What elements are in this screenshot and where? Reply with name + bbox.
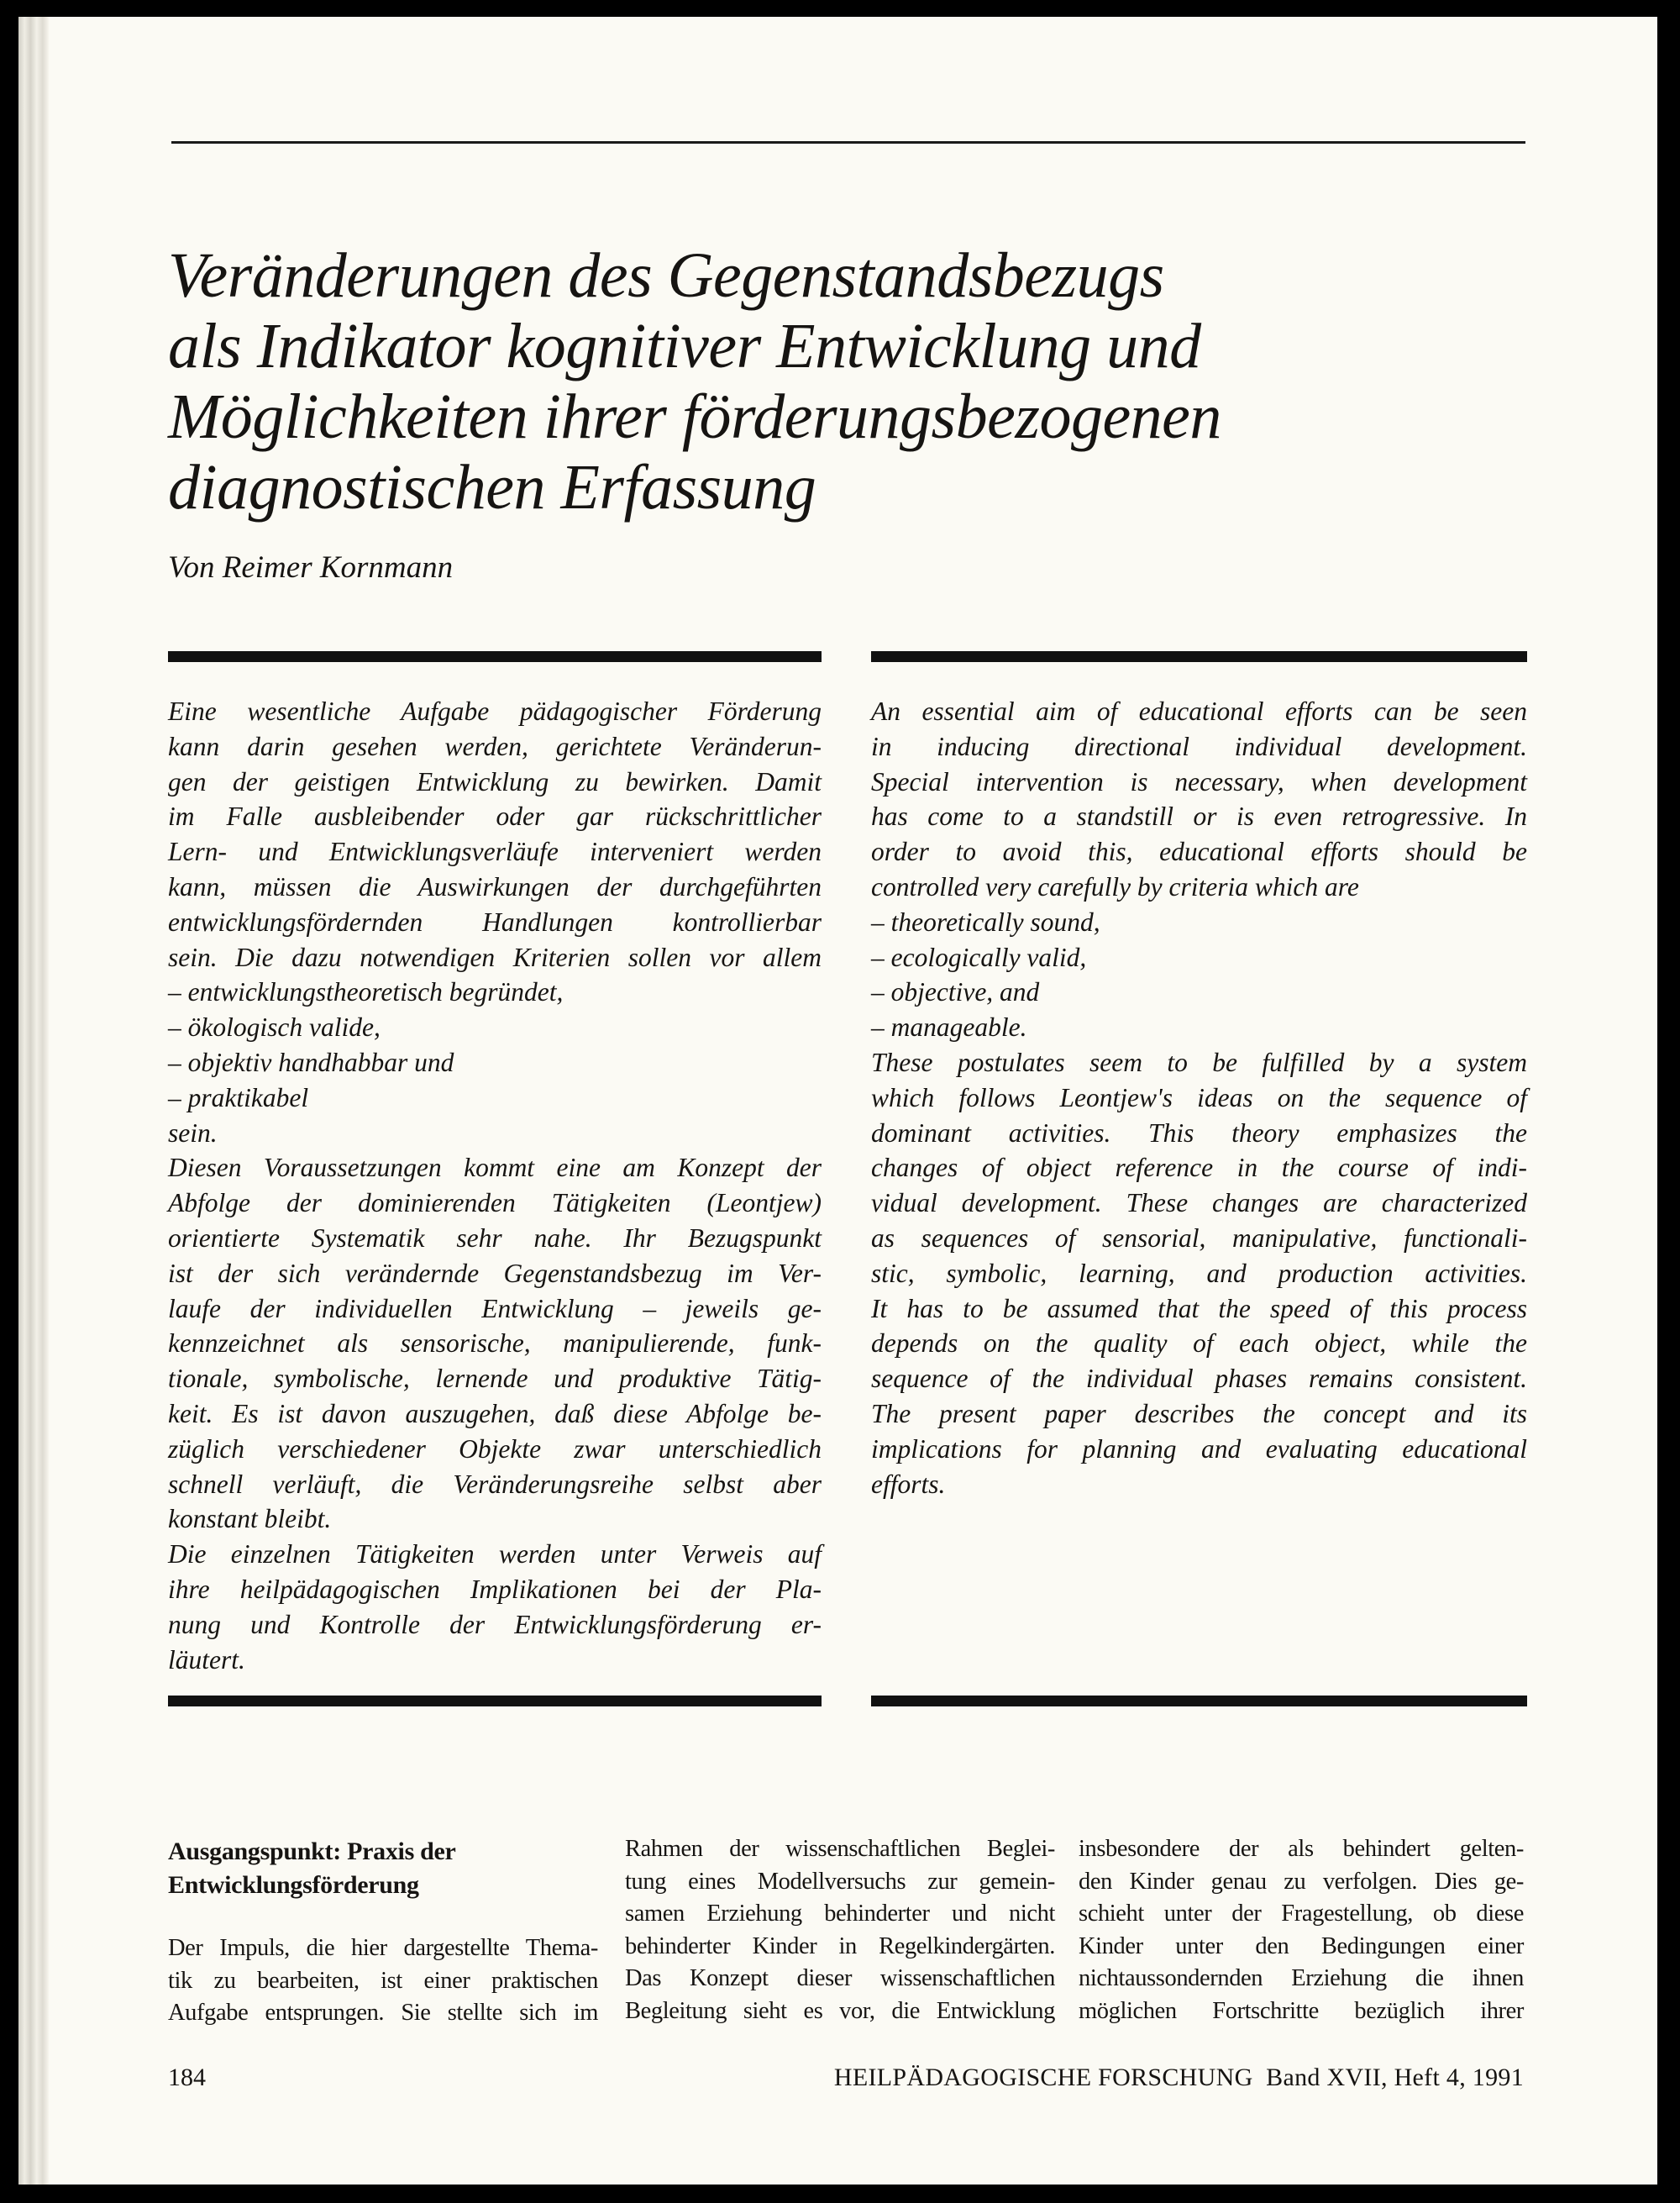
text-line: has come to a standstill or is even retrogressive. In xyxy=(871,802,1527,832)
text-line: vidual development. These changes are characterized xyxy=(871,1188,1527,1218)
header-rule xyxy=(171,141,1525,144)
abstract-rule-bottom-right xyxy=(871,1696,1527,1706)
text-line: Eine wesentliche Aufgabe pädagogischer Förderung xyxy=(168,697,822,726)
text-line: Die einzelnen Tätigkeiten werden unter Verweis auf xyxy=(168,1539,822,1569)
text-line: dominant activities. This theory emphasizes the xyxy=(871,1117,1527,1148)
text-line: order to avoid this, educational efforts should be xyxy=(871,837,1527,867)
text-line: behinderter Kinder in Regelkindergärten. xyxy=(625,1932,1055,1959)
text-line: nung und Kontrolle der Entwicklungsförderung er- xyxy=(168,1609,822,1639)
text-line: These postulates seem to be fulfilled by a system xyxy=(871,1047,1527,1077)
text-line: – theoretically sound, xyxy=(871,907,1100,937)
text-line: gen der geistigen Entwicklung zu bewirken. Damit xyxy=(168,766,822,797)
text-line: which follows Leontjew's ideas on the sequence of xyxy=(871,1082,1527,1112)
page-number: 184 xyxy=(168,2064,206,2091)
journal-issue: Band XVII, Heft 4, 1991 xyxy=(1266,2064,1524,2091)
text-line: kann, müssen die Auswirkungen der durchgeführten xyxy=(168,871,822,902)
text-line: tung eines Modellversuchs zur gemein- xyxy=(625,1868,1055,1895)
abstract-german xyxy=(168,694,822,1677)
title-line: diagnostischen Erfassung xyxy=(168,452,816,523)
text-line: tik zu bearbeiten, ist einer praktischen xyxy=(168,1967,598,1994)
text-line: insbesondere der als behindert gelten- xyxy=(1079,1836,1524,1862)
text-line: Das Konzept dieser wissenschaftlichen xyxy=(625,1965,1055,1992)
abstract-english xyxy=(871,694,1527,1501)
text-line: Begleitung sieht es vor, die Entwicklung xyxy=(625,1997,1055,2024)
text-line: controlled very carefully by criteria which are xyxy=(871,871,1359,902)
text-line: sein. Die dazu notwendigen Kriterien sollen vor allem xyxy=(168,942,822,972)
text-line: sequence of the individual phases remains consistent. xyxy=(871,1364,1527,1394)
text-line: – objektiv handhabbar und xyxy=(168,1047,454,1077)
heading-line: Ausgangspunkt: Praxis der xyxy=(168,1838,456,1865)
text-line: im Falle ausbleibender oder gar rückschrittlicher xyxy=(168,802,822,832)
text-line: den Kinder genau zu verfolgen. Dies ge- xyxy=(1079,1868,1524,1895)
text-line: nichtaussondernden Erziehung die ihnen xyxy=(1079,1965,1524,1992)
text-line: Der Impuls, die hier dargestellte Thema- xyxy=(168,1935,598,1961)
author-byline: Von Reimer Kornmann xyxy=(168,550,454,585)
text-line: Rahmen der wissenschaftlichen Beglei- xyxy=(625,1836,1055,1862)
text-line: ist der sich verändernde Gegenstandsbezug im Ver- xyxy=(168,1258,822,1288)
text-line: samen Erziehung behinderter und nicht xyxy=(625,1901,1055,1927)
binding-edge xyxy=(18,17,49,2185)
text-line: schieht unter der Fragestellung, ob diese xyxy=(1079,1901,1524,1927)
abstract-rule-top-left xyxy=(168,651,822,662)
text-line: laufe der individuellen Entwicklung – jeweils ge- xyxy=(168,1293,822,1323)
body-column-1 xyxy=(168,1835,598,2030)
text-line: sein. xyxy=(168,1117,218,1148)
article-title xyxy=(168,240,1221,523)
text-line: Kinder unter den Bedingungen einer xyxy=(1079,1932,1524,1959)
text-line: ihre heilpädagogischen Implikationen bei der Pla- xyxy=(168,1574,822,1604)
text-line: läutert. xyxy=(168,1644,245,1675)
text-line: It has to be assumed that the speed of this process xyxy=(871,1293,1527,1323)
text-line: kann darin gesehen werden, gerichtete Veränderun- xyxy=(168,731,822,761)
text-line: Aufgabe entsprungen. Sie stellte sich im xyxy=(168,2000,598,2027)
journal-citation xyxy=(834,2064,1524,2092)
heading-line: Entwicklungsförderung xyxy=(168,1871,419,1899)
text-line: – objective, and xyxy=(871,977,1040,1007)
text-line: changes of object reference in the course of indi- xyxy=(871,1153,1527,1183)
body-column-3 xyxy=(1079,1833,1524,2028)
text-line: kennzeichnet als sensorische, manipulierende, funk- xyxy=(168,1328,822,1359)
text-line: as sequences of sensorial, manipulative, functionali- xyxy=(871,1222,1527,1253)
journal-name: HEILPÄDAGOGISCHE FORSCHUNG xyxy=(833,2064,1253,2091)
text-line: entwicklungsfördernden Handlungen kontrollierbar xyxy=(168,907,822,937)
text-line: Lern- und Entwicklungsverläufe interveniert werden xyxy=(168,837,822,867)
text-line: stic, symbolic, learning, and production activities. xyxy=(871,1258,1527,1288)
text-line: Abfolge der dominierenden Tätigkeiten (Leontjew) xyxy=(168,1188,822,1218)
title-line: Möglichkeiten ihrer förderungsbezogenen xyxy=(168,381,1221,452)
text-line: schnell verläuft, die Veränderungsreihe selbst aber xyxy=(168,1469,822,1499)
text-line: konstant bleibt. xyxy=(168,1504,332,1534)
text-line: implications for planning and evaluating educational xyxy=(871,1433,1527,1464)
text-line: – entwicklungstheoretisch begründet, xyxy=(168,977,564,1007)
text-line: züglich verschiedener Objekte zwar unterschiedlich xyxy=(168,1433,822,1464)
text-line: keit. Es ist davon auszugehen, daß diese Abfolge be- xyxy=(168,1398,822,1428)
section-heading xyxy=(168,1835,598,1902)
title-line: als Indikator kognitiver Entwicklung und xyxy=(168,311,1201,381)
text-line: Diesen Voraussetzungen kommt eine am Konzept der xyxy=(168,1153,822,1183)
text-line: efforts. xyxy=(871,1469,946,1499)
text-line: – ökologisch valide, xyxy=(168,1012,381,1043)
text-line: möglichen Fortschritte bezüglich ihrer xyxy=(1079,1997,1524,2024)
text-line: The present paper describes the concept and its xyxy=(871,1398,1527,1428)
text-line: in inducing directional individual development. xyxy=(871,731,1527,761)
text-line: depends on the quality of each object, while the xyxy=(871,1328,1527,1359)
text-line: – praktikabel xyxy=(168,1082,309,1112)
text-line: An essential aim of educational efforts can be seen xyxy=(871,697,1527,726)
text-line: Special intervention is necessary, when development xyxy=(871,766,1527,797)
text-line: – ecologically valid, xyxy=(871,942,1087,972)
text-line: tionale, symbolische, lernende und produktive Tätig- xyxy=(168,1364,822,1394)
body-column-2 xyxy=(625,1833,1055,2028)
abstract-rule-top-right xyxy=(871,651,1527,662)
title-line: Veränderungen des Gegenstandsbezugs xyxy=(168,240,1164,311)
text-line: orientierte Systematik sehr nahe. Ihr Bezugspunkt xyxy=(168,1222,822,1253)
text-line: – manageable. xyxy=(871,1012,1027,1043)
abstract-rule-bottom-left xyxy=(168,1696,822,1706)
